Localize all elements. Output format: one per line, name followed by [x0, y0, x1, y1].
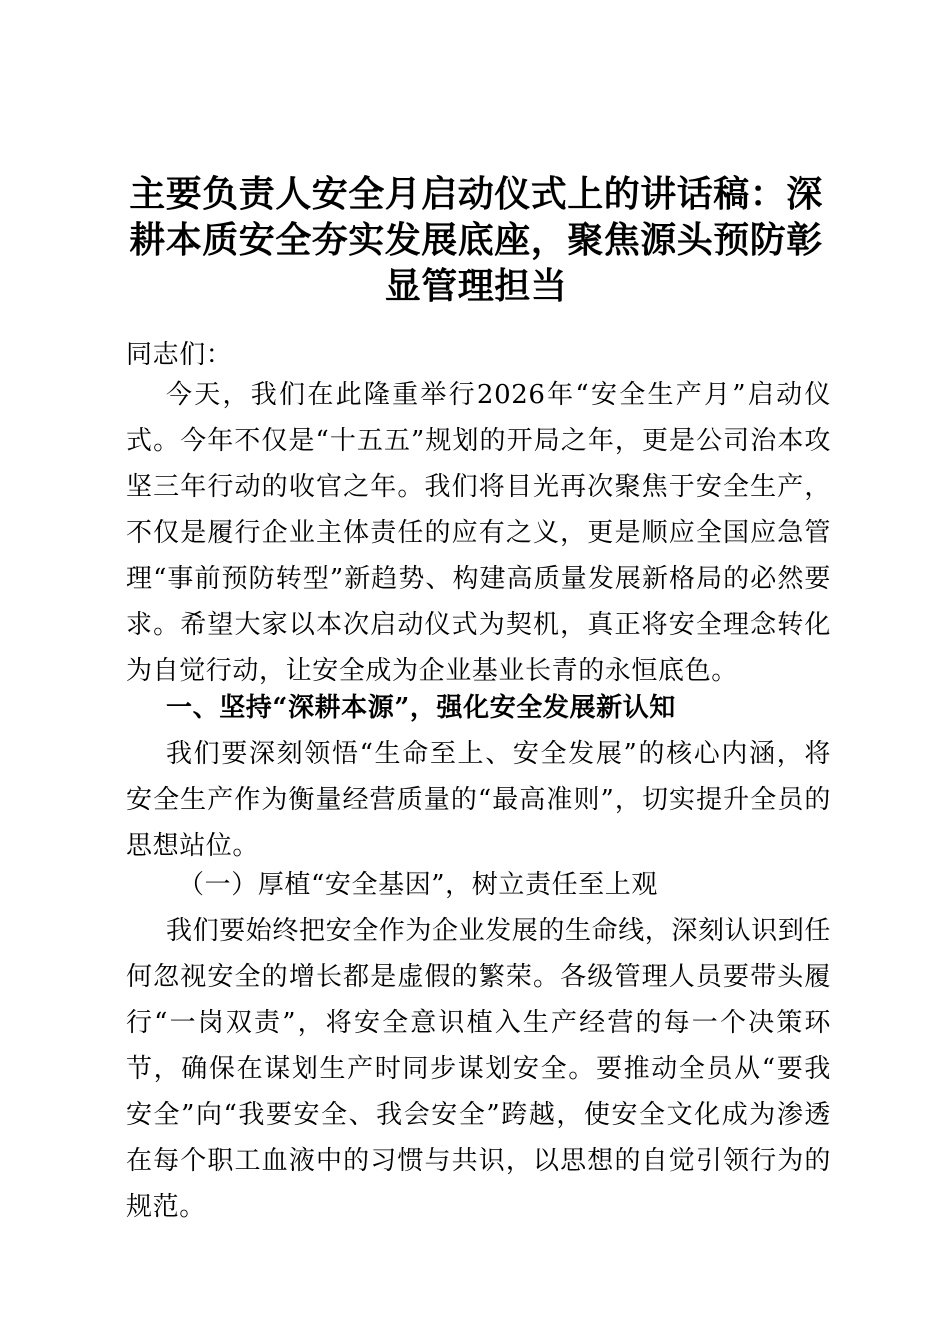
document-title: 主要负责人安全月启动仪式上的讲话稿：深耕本质安全夯实发展底座，聚焦源头预防彰显管理担当 [129, 173, 823, 307]
paragraph-section-1-intro: 我们要深刻领悟“生命至上、安全发展”的核心内涵，将安全生产作为衡量经营质量的“最高准则”，切实提升全员的思想站位。 [126, 739, 831, 861]
paragraph-opening: 今天，我们在此隆重举行2026年“安全生产月”启动仪式。今年不仅是“十五五”规划的开局之年，更是公司治本攻坚三年行动的收官之年。我们将目光再次聚焦于安全生产，不仅是履行企业主体责任的应有之义，更是顺应全国应急管理“事前预防转型”新趋势、构建高质量发展新格局的必然要求。希望大家以本次启动仪式为契机，真正将安全理念转化为自觉行动，让安全成为企业基业长青的永恒底色。 [126, 380, 831, 686]
subsection-heading-1: （一）厚植“安全基因”，树立责任至上观 [178, 870, 658, 900]
section-heading-1: 一、坚持“深耕本源”，强化安全发展新认知 [166, 693, 676, 723]
paragraph-subsection-1: 我们要始终把安全作为企业发展的生命线，深刻认识到任何忽视安全的增长都是虚假的繁荣。各级管理人员要带头履行“一岗双责”，将安全意识植入生产经营的每一个决策环节，确保在谋划生产时同步谋划安全。要推动全员从“要我安全”向“我要安全、我会安全”跨越，使安全文化成为渗透在每个职工血液中的习惯与共识，以思想的自觉引领行为的规范。 [126, 916, 832, 1222]
salutation: 同志们： [126, 340, 233, 370]
